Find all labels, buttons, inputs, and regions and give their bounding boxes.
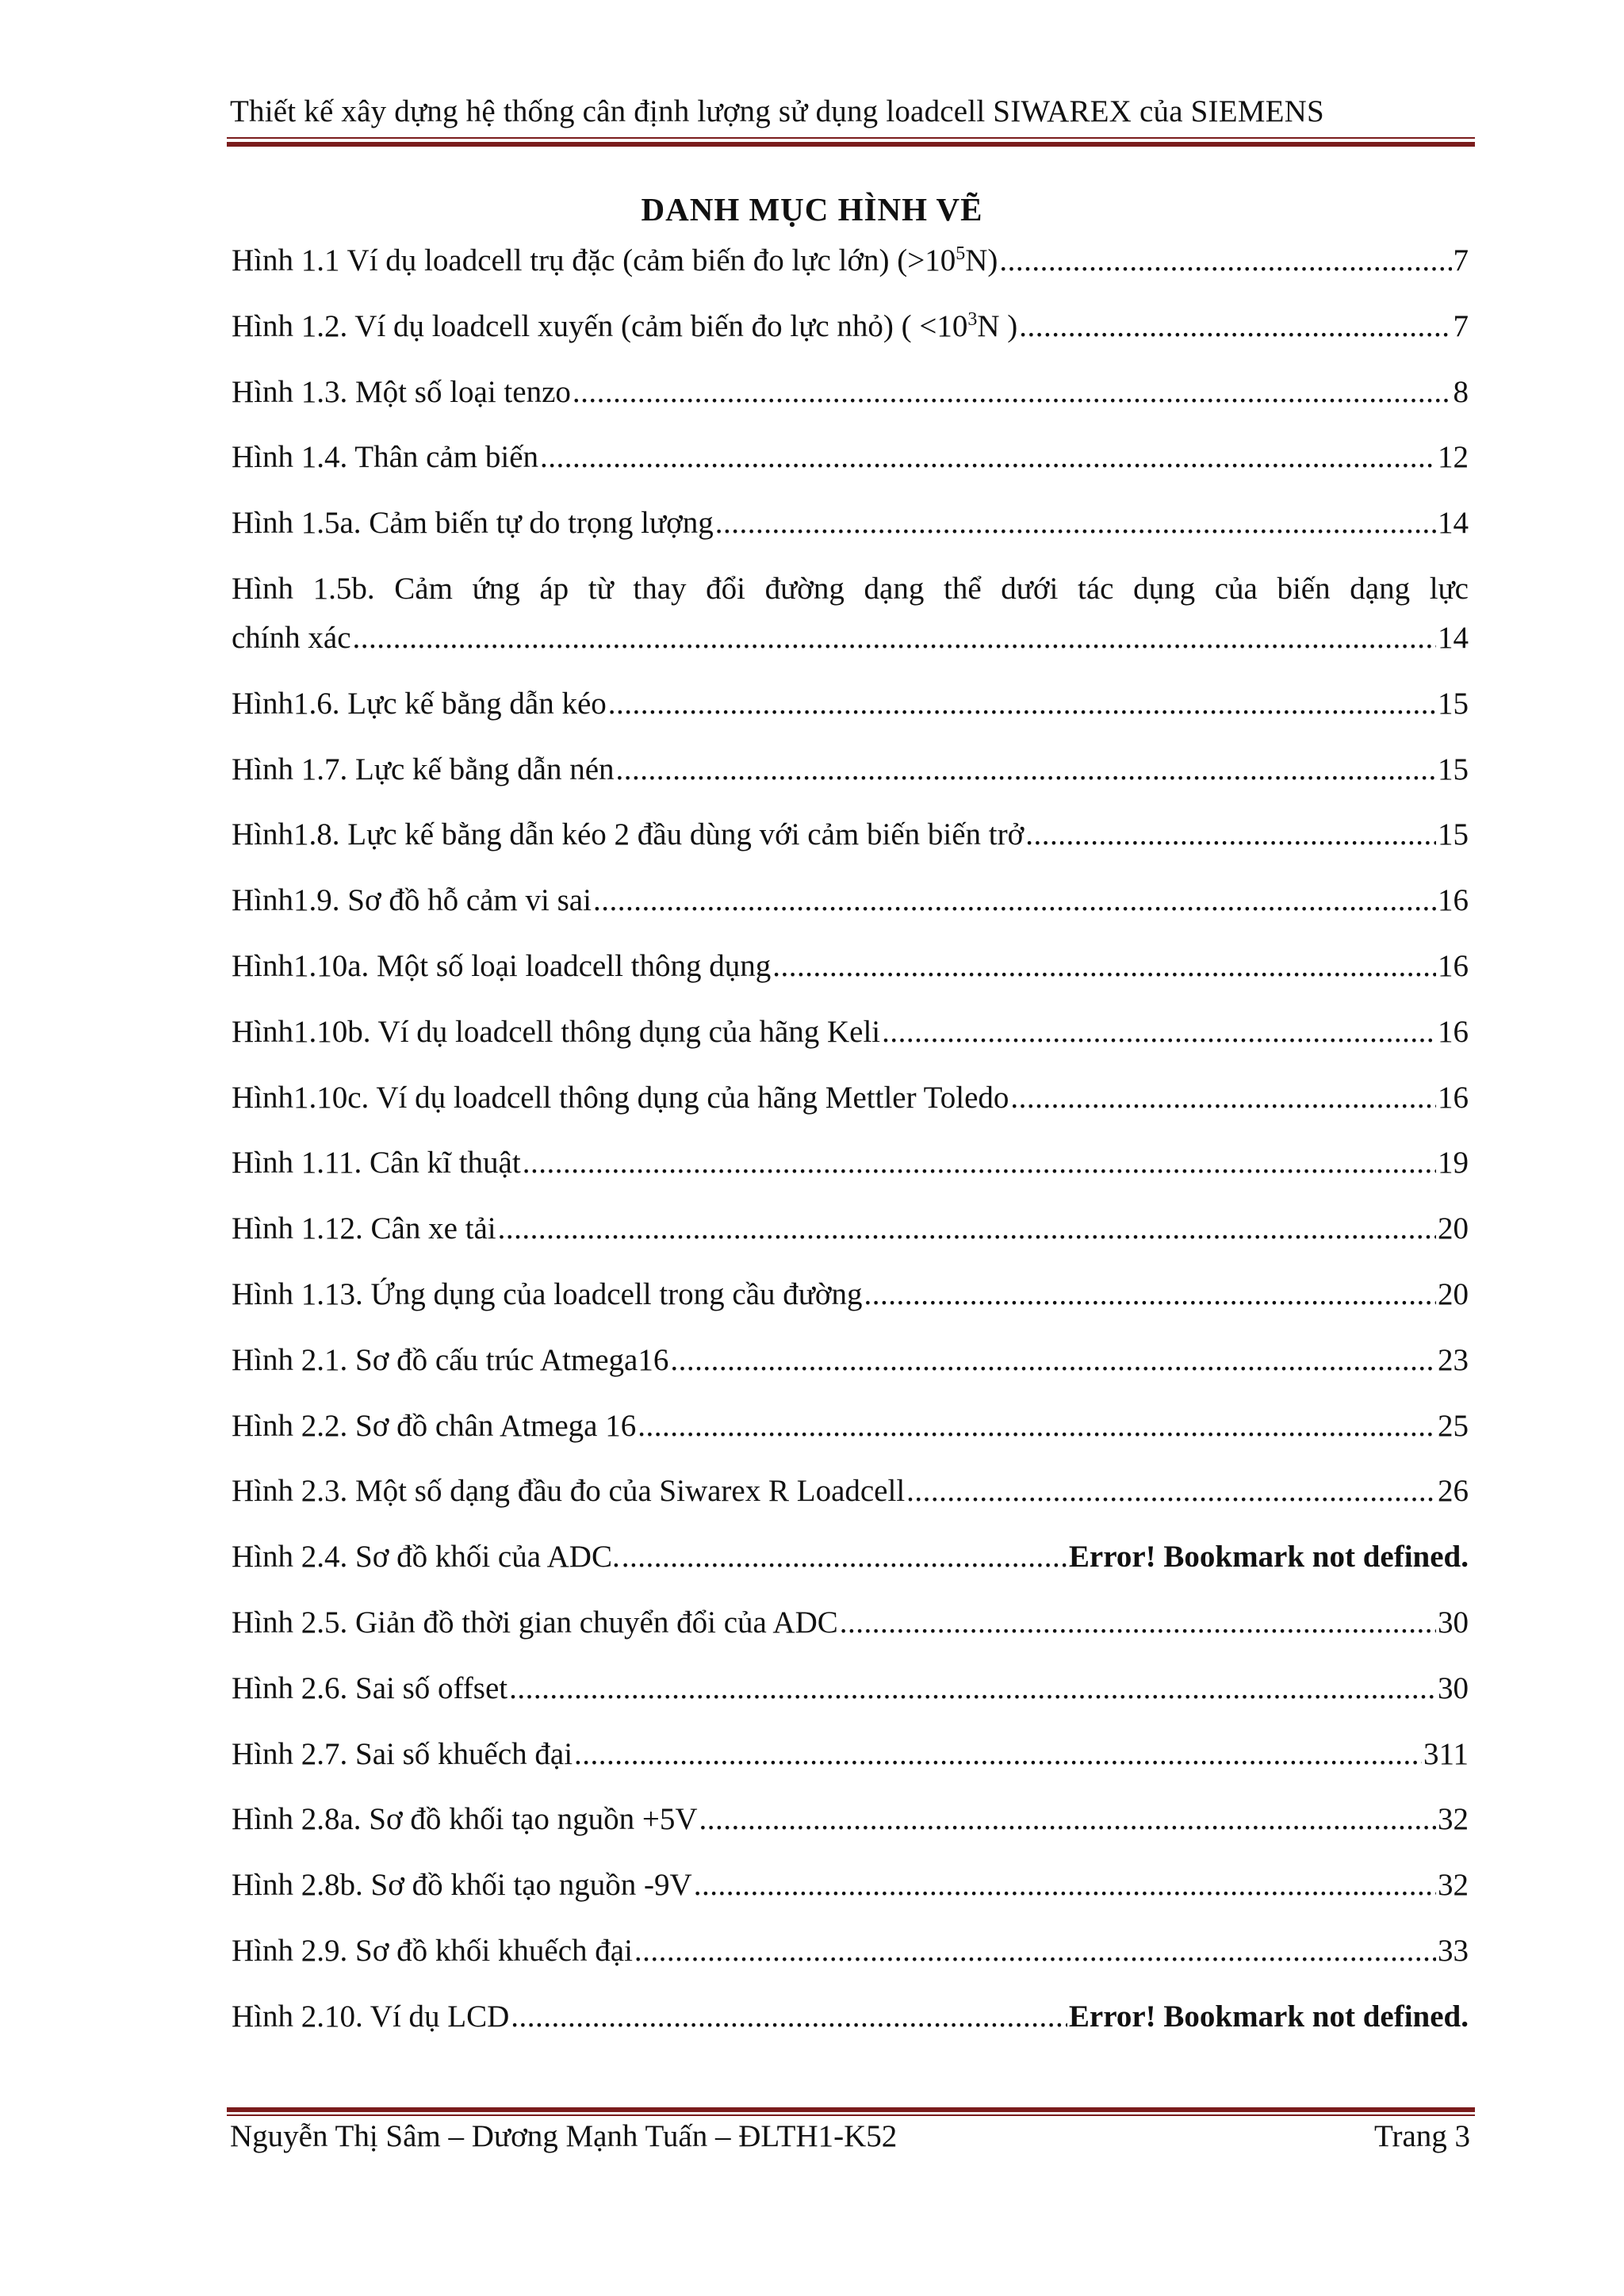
header-rule-thin: [227, 137, 1475, 139]
toc-entry[interactable]: [232, 566, 1469, 660]
dot-leader: [699, 1797, 1436, 1842]
toc-entry[interactable]: [232, 681, 1469, 726]
toc-entry[interactable]: [232, 878, 1469, 923]
toc-entry-title: Hình 1.11. Cân kĩ thuật: [232, 1146, 521, 1181]
toc-entry-page: 20: [1438, 1211, 1469, 1246]
dot-leader: [593, 878, 1436, 923]
toc-entry-page: 16: [1438, 1080, 1469, 1115]
toc-entry-title: Hình 2.3. Một số dạng đầu đo của Siwarex R Loadcell: [232, 1474, 906, 1509]
footer-page-number: Trang 3: [1374, 2119, 1470, 2153]
footer-authors: Nguyễn Thị Sâm – Dương Mạnh Tuấn – ĐLTH1-K52: [230, 2119, 898, 2153]
toc-entry[interactable]: [232, 747, 1469, 792]
toc-entry[interactable]: [232, 1468, 1469, 1513]
toc-entry-page: 30: [1438, 1670, 1469, 1705]
dot-leader: [622, 1534, 1067, 1579]
toc-entry-title: Hình 1.3. Một số loại tenzo: [232, 374, 571, 409]
toc-entry-title: Hình1.8. Lực kế bằng dẫn kéo 2 đầu dùng với cảm biến biến trở: [232, 817, 1025, 852]
dot-leader: [638, 1403, 1436, 1448]
toc-entry-title: Hình1.6. Lực kế bằng dẫn kéo: [232, 686, 607, 721]
toc-entry-page: 33: [1438, 1933, 1469, 1968]
toc-entry-page: 25: [1438, 1408, 1469, 1443]
toc-entry[interactable]: [232, 304, 1469, 349]
dot-leader: [1025, 812, 1436, 857]
toc-entry-title: Hình 1.5b. Cảm ứng áp từ thay đổi đường dạng thể dưới tác dụng của biến dạng lực: [232, 571, 1469, 606]
dot-leader: [574, 1732, 1422, 1777]
toc-entry-title: Hình 1.4. Thân cảm biến: [232, 440, 539, 475]
toc-entry[interactable]: [232, 238, 1469, 283]
toc-entry-page: 8: [1453, 374, 1469, 409]
dot-leader: [840, 1600, 1436, 1645]
toc-entry[interactable]: [232, 1797, 1469, 1842]
toc-entry-page: 7: [1453, 308, 1469, 343]
dot-leader: [1010, 1075, 1436, 1120]
toc-entry-page: 19: [1438, 1146, 1469, 1181]
toc-entry-title: Hình 2.1. Sơ đồ cấu trúc Atmega16: [232, 1342, 669, 1377]
toc-entry[interactable]: [232, 1403, 1469, 1448]
toc-entry[interactable]: [232, 1534, 1469, 1579]
header-rule-thick: [227, 142, 1475, 147]
dot-leader: [670, 1337, 1436, 1383]
toc-entry-title: Hình 1.13. Ứng dụng của loadcell trong cầu đường: [232, 1276, 863, 1311]
toc-entry[interactable]: [232, 1732, 1469, 1777]
toc-entry-page: 30: [1438, 1605, 1469, 1640]
toc-entry[interactable]: [232, 1075, 1469, 1120]
toc-entry[interactable]: [232, 1862, 1469, 1908]
toc-entry-title: Hình 2.8a. Sơ đồ khối tạo nguồn +5V: [232, 1802, 698, 1837]
toc-entry-page: 16: [1438, 948, 1469, 983]
toc-entry-page: 12: [1438, 440, 1469, 475]
toc-entry-title: Hình 2.10. Ví dụ LCD: [232, 1999, 510, 2034]
dot-leader: [509, 1666, 1436, 1711]
toc-heading: DANH MỤC HÌNH VẼ: [641, 191, 983, 228]
toc-entry-page: 16: [1438, 883, 1469, 918]
header-title: Thiết kế xây dựng hệ thống cân định lượng sử dụng loadcell SIWAREX của SIEMENS: [230, 94, 1324, 128]
toc-entry[interactable]: [232, 1666, 1469, 1711]
toc-entry-title: Hình1.10a. Một số loại loadcell thông dụng: [232, 948, 772, 983]
dot-leader: [634, 1928, 1436, 1973]
dot-leader: [882, 1009, 1436, 1054]
dot-leader: [573, 369, 1452, 415]
toc-entry-page: 14: [1438, 620, 1469, 655]
toc-entry-page: 14: [1438, 506, 1469, 541]
toc-entry-page: 20: [1438, 1276, 1469, 1311]
toc-entry-title: Hình 1.12. Cân xe tải: [232, 1211, 496, 1246]
toc-entry[interactable]: [232, 1600, 1469, 1645]
toc-entry-page: 15: [1438, 817, 1469, 852]
toc-entry-title: Hình 2.4. Sơ đồ khối của ADC.: [232, 1540, 620, 1575]
dot-leader: [498, 1206, 1436, 1251]
toc-entry[interactable]: [232, 1337, 1469, 1383]
dot-leader: [694, 1862, 1436, 1908]
toc-entry-title-continued: chính xác: [232, 620, 351, 655]
toc-entry[interactable]: [232, 369, 1469, 415]
figure-list: [232, 238, 1469, 2060]
toc-entry[interactable]: [232, 1928, 1469, 1973]
toc-entry-title: Hình 1.2. Ví dụ loadcell xuyến (cảm biến đo lực nhỏ) ( $<10^3N$ ): [232, 308, 1018, 343]
toc-entry-page: 311: [1423, 1736, 1469, 1771]
toc-entry-title: Hình 1.7. Lực kế bằng dẫn nén: [232, 752, 615, 786]
toc-entry[interactable]: [232, 1140, 1469, 1185]
toc-entry-title: Hình 1.5a. Cảm biến tự do trọng lượng: [232, 506, 714, 541]
footer-rule-thin: [227, 2114, 1475, 2116]
toc-entry-page-error: Error! Bookmark not defined.: [1068, 1540, 1469, 1575]
toc-entry-page: 15: [1438, 752, 1469, 786]
toc-entry-page: 32: [1438, 1802, 1469, 1837]
toc-entry-page: 7: [1453, 243, 1469, 277]
toc-entry[interactable]: [232, 434, 1469, 480]
toc-entry-page: 23: [1438, 1342, 1469, 1377]
toc-entry[interactable]: [232, 1009, 1469, 1054]
toc-entry-title: Hình 2.5. Giản đồ thời gian chuyển đổi của ADC: [232, 1605, 838, 1640]
toc-entry-title: Hình 1.1 Ví dụ loadcell trụ đặc (cảm biến đo lực lớn) $(>10^5N)$: [232, 243, 998, 277]
dot-leader: [616, 747, 1436, 792]
toc-entry[interactable]: [232, 1272, 1469, 1317]
dot-leader: [353, 615, 1436, 660]
toc-entry-title: Hình 2.2. Sơ đồ chân Atmega 16: [232, 1408, 637, 1443]
dot-leader: [540, 434, 1436, 480]
footer-rule-thick: [227, 2107, 1475, 2112]
dot-leader: [608, 681, 1436, 726]
toc-entry[interactable]: [232, 1206, 1469, 1251]
toc-entry-title: Hình 2.8b. Sơ đồ khối tạo nguồn -9V: [232, 1868, 692, 1903]
dot-leader: [511, 1994, 1067, 2039]
dot-leader: [772, 943, 1436, 989]
toc-entry[interactable]: [232, 500, 1469, 545]
toc-entry-title: Hình 2.7. Sai số khuếch đại: [232, 1736, 573, 1771]
toc-entry-title: Hình1.10c. Ví dụ loadcell thông dụng của hãng Mettler Toledo: [232, 1080, 1009, 1115]
toc-entry-page: 26: [1438, 1474, 1469, 1509]
toc-entry-title: Hình1.10b. Ví dụ loadcell thông dụng của hãng Keli: [232, 1014, 881, 1049]
toc-entry-title: Hình1.9. Sơ đồ hỗ cảm vi sai: [232, 883, 592, 918]
dot-leader: [1019, 304, 1451, 349]
toc-entry-page-error: Error! Bookmark not defined.: [1068, 1999, 1469, 2034]
toc-entry[interactable]: [232, 1994, 1469, 2039]
toc-entry-title: Hình 2.6. Sai số offset: [232, 1670, 508, 1705]
dot-leader: [715, 500, 1436, 545]
toc-entry-title: Hình 2.9. Sơ đồ khối khuếch đại: [232, 1933, 633, 1968]
dot-leader: [523, 1140, 1436, 1185]
toc-entry-continuation: [232, 615, 1469, 660]
dot-leader: [864, 1272, 1436, 1317]
toc-entry-page: 32: [1438, 1868, 1469, 1903]
toc-entry[interactable]: [232, 943, 1469, 989]
toc-entry[interactable]: [232, 812, 1469, 857]
toc-entry-page: 16: [1438, 1014, 1469, 1049]
dot-leader: [999, 238, 1451, 283]
dot-leader: [906, 1468, 1436, 1513]
toc-entry-page: 15: [1438, 686, 1469, 721]
